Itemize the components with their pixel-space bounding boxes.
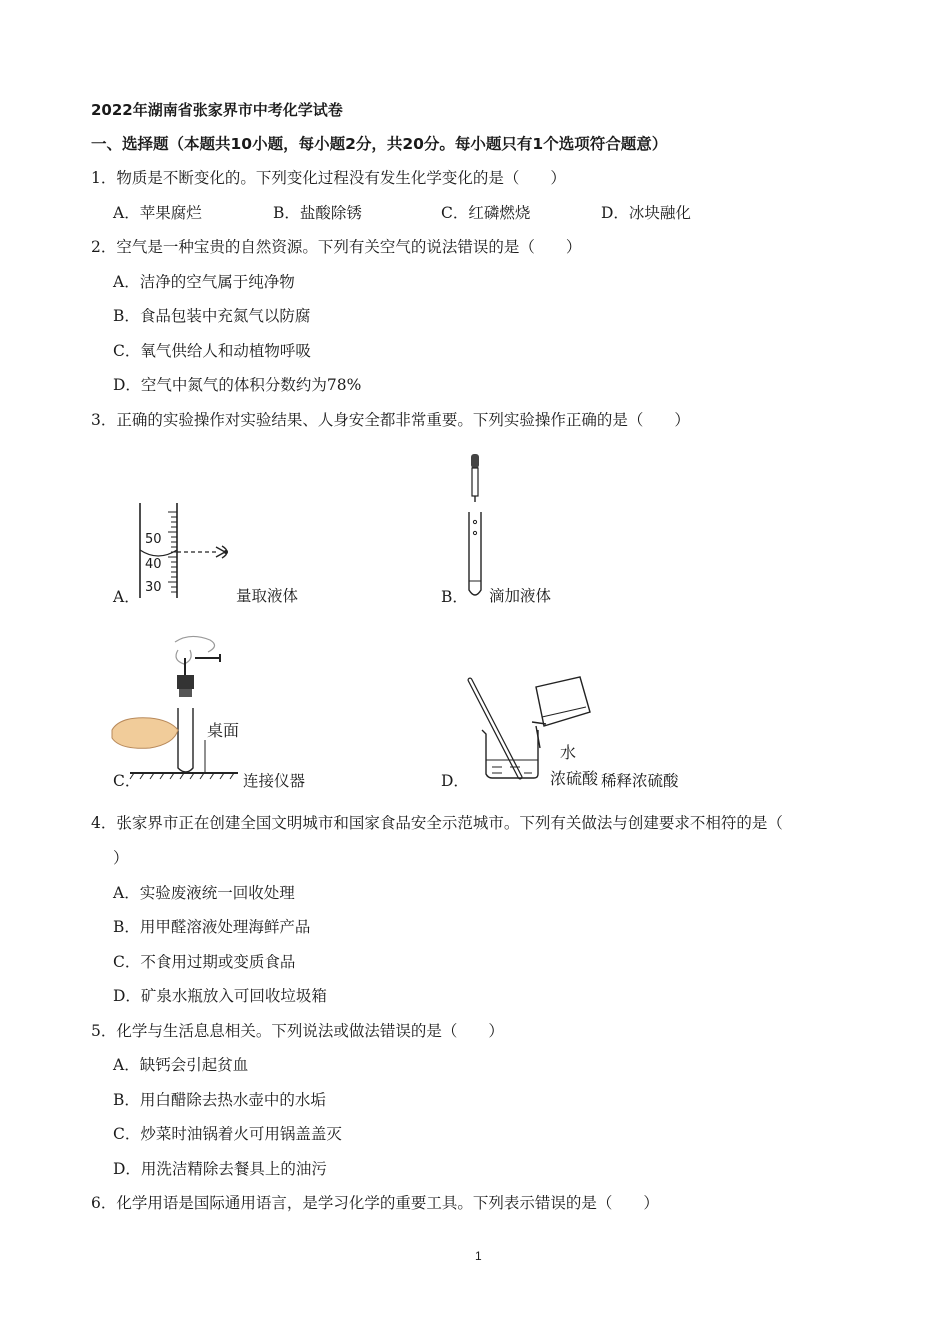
figure-c-connecting-apparatus [110, 630, 245, 780]
q2-option-a: A．洁净的空气属于纯净物 [113, 273, 295, 291]
question-2-stem: 2．空气是一种宝贵的自然资源。下列有关空气的说法错误的是（ ） [91, 238, 582, 256]
cylinder-tick-50: 50 [145, 532, 162, 547]
q3-option-b-caption: 滴加液体 [489, 587, 552, 605]
page-number: 1 [475, 1249, 482, 1263]
q5-option-c: C．炒菜时油锅着火可用锅盖盖灭 [113, 1125, 342, 1143]
q3-option-c-letter: C． [113, 772, 141, 790]
water-label: 水 [560, 743, 577, 762]
q3-option-d-caption: 稀释浓硫酸 [601, 772, 679, 790]
q4-option-d: D．矿泉水瓶放入可回收垃圾箱 [113, 987, 327, 1005]
question-4-stem: 4．张家界市正在创建全国文明城市和国家食品安全示范城市。下列有关做法与创建要求不相符的是（ [91, 814, 783, 832]
q2-option-d: D．空气中氮气的体积分数约为78% [113, 376, 362, 394]
exam-title: 2022年湖南省张家界市中考化学试卷 [91, 101, 343, 119]
q5-option-a: A．缺钙会引起贫血 [113, 1056, 249, 1074]
q1-option-a: A．苹果腐烂 [113, 204, 202, 222]
q4-option-c: C．不食用过期或变质食品 [113, 953, 296, 971]
q3-option-b-letter: B． [441, 588, 468, 606]
q3-option-a-caption: 量取液体 [236, 587, 299, 605]
question-5-stem: 5．化学与生活息息相关。下列说法或做法错误的是（ ） [91, 1022, 504, 1040]
desk-surface-label: 桌面 [207, 721, 240, 740]
concentrated-acid-label: 浓硫酸 [550, 769, 599, 788]
q3-option-c-caption: 连接仪器 [243, 772, 306, 790]
q2-option-c: C．氧气供给人和动植物呼吸 [113, 342, 311, 360]
figure-b-dropper-test-tube [462, 450, 502, 605]
question-6-stem: 6．化学用语是国际通用语言，是学习化学的重要工具。下列表示错误的是（ ） [91, 1194, 659, 1212]
q4-option-b: B．用甲醛溶液处理海鲜产品 [113, 918, 311, 936]
question-1-stem: 1．物质是不断变化的。下列变化过程没有发生化学变化的是（ ） [91, 169, 566, 187]
q4-option-a: A．实验废液统一回收处理 [113, 884, 295, 902]
cylinder-tick-30: 30 [145, 580, 162, 595]
figure-d-dilute-acid [462, 672, 592, 782]
section-heading: 一、选择题（本题共10小题，每小题2分，共20分。每小题只有1个选项符合题意） [91, 135, 668, 153]
q3-option-a-letter: A． [113, 588, 140, 606]
q1-option-c: C．红磷燃烧 [441, 204, 531, 222]
question-4-stem-continued: ） [113, 849, 129, 867]
q5-option-b: B．用白醋除去热水壶中的水垢 [113, 1091, 326, 1109]
cylinder-tick-40: 40 [145, 557, 162, 572]
q1-option-b: B．盐酸除锈 [273, 204, 362, 222]
q5-option-d: D．用洗洁精除去餐具上的油污 [113, 1160, 327, 1178]
q3-option-d-letter: D． [441, 772, 469, 790]
question-3-stem: 3．正确的实验操作对实验结果、人身安全都非常重要。下列实验操作正确的是（ ） [91, 411, 690, 429]
q1-option-d: D．冰块融化 [601, 204, 691, 222]
q2-option-b: B．食品包装中充氮气以防腐 [113, 307, 311, 325]
